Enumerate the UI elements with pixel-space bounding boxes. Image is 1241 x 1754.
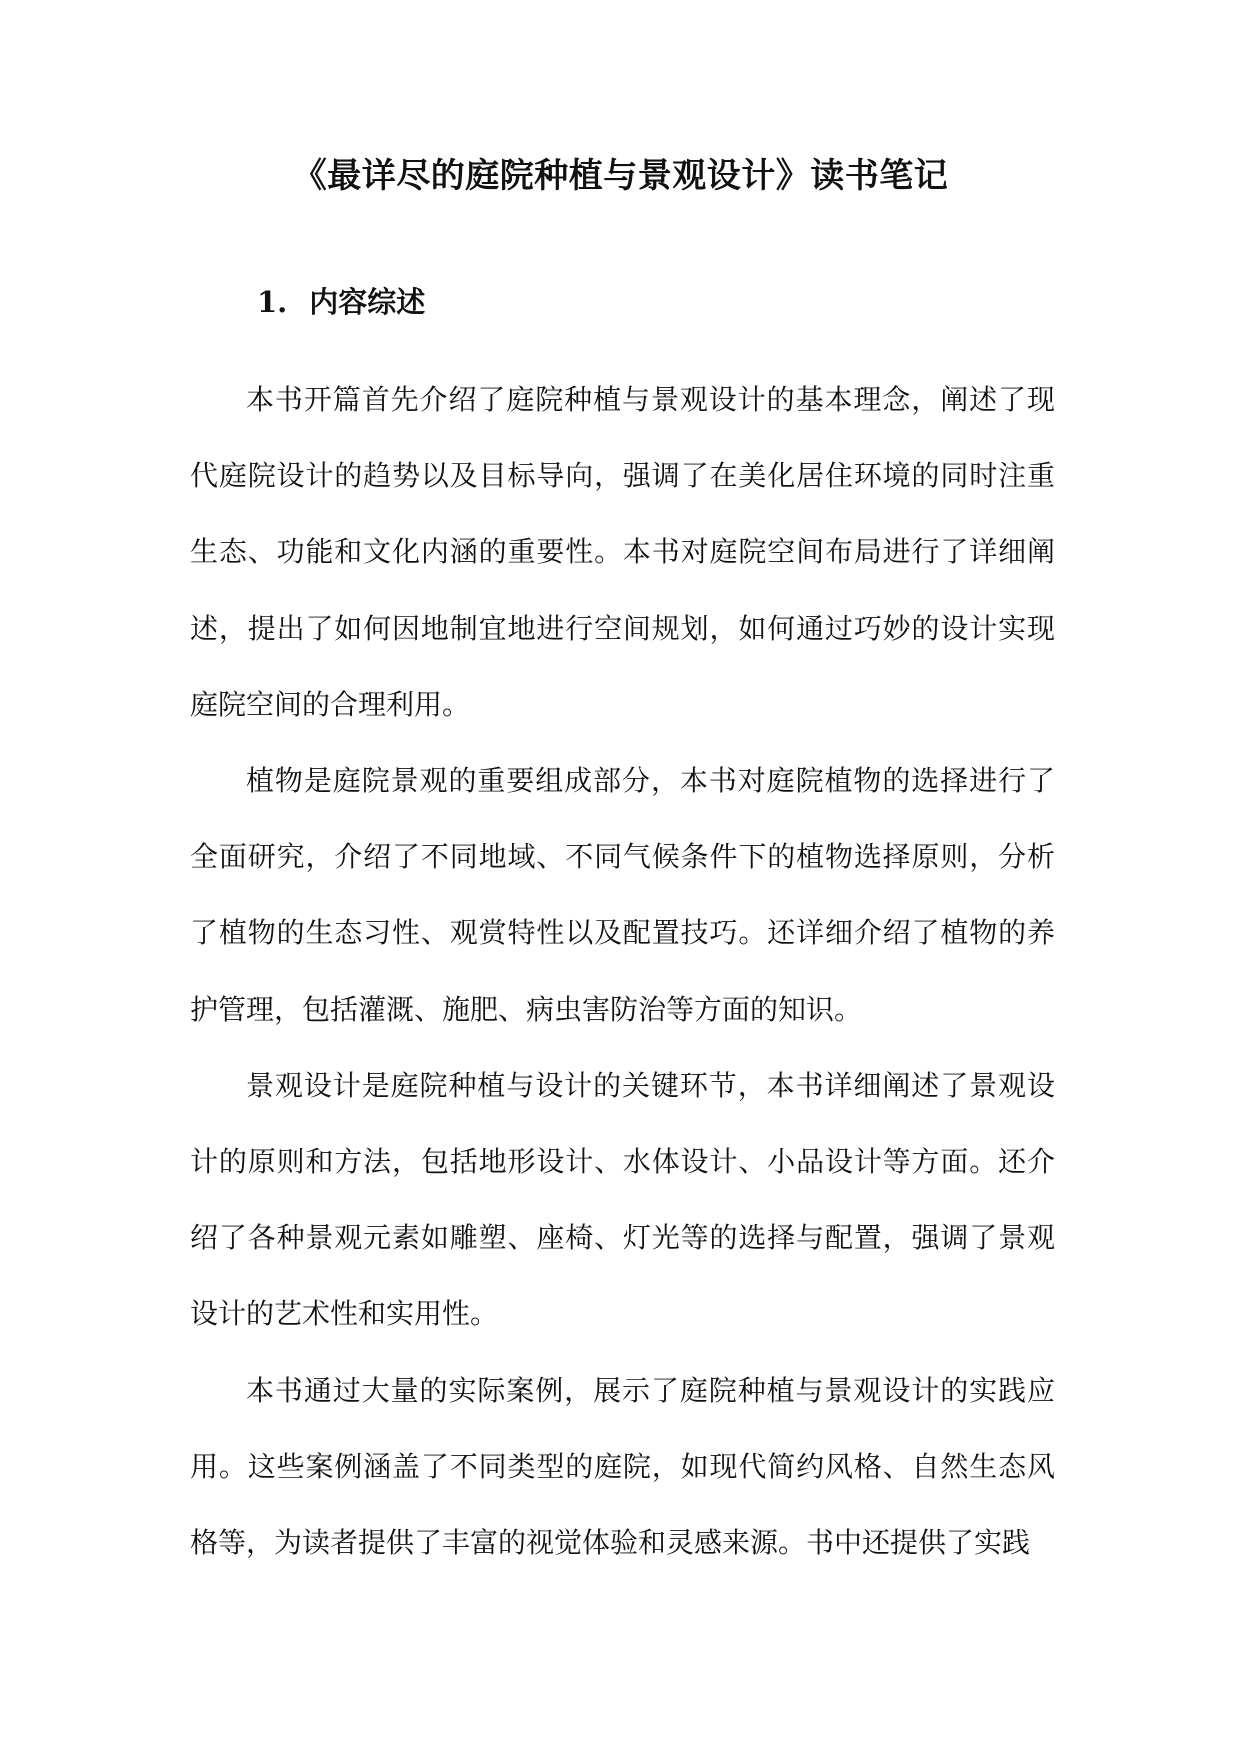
paragraph: 本书通过大量的实际案例，展示了庭院种植与景观设计的实践应用。这些案例涵盖了不同类型的庭院，如现代简约风格、自然生态风格等，为读者提供了丰富的视觉体验和灵感来源。书中还提供了实践 [190, 1373, 1055, 1560]
section-heading-text: 内容综述 [309, 285, 426, 319]
section-number: 1. [257, 285, 288, 319]
paragraph: 景观设计是庭院种植与设计的关键环节，本书详细阐述了景观设计的原则和方法，包括地形设计、水体设计、小品设计等方面。还介绍了各种景观元素如雕塑、座椅、灯光等的选择与配置，强调了景观设计的艺术性和实用性。 [190, 1068, 1055, 1331]
body-text [190, 362, 1055, 1581]
section-heading [257, 282, 425, 322]
document-title: 《最详尽的庭院种植与景观设计》读书笔记 [292, 156, 949, 196]
paragraph: 本书开篇首先介绍了庭院种植与景观设计的基本理念，阐述了现代庭院设计的趋势以及目标导向，强调了在美化居住环境的同时注重生态、功能和文化内涵的重要性。本书对庭院空间布局进行了详细阐述，提出了如何因地制宜地进行空间规划，如何通过巧妙的设计实现庭院空间的合理利用。 [190, 383, 1055, 721]
paragraph: 植物是庭院景观的重要组成部分，本书对庭院植物的选择进行了全面研究，介绍了不同地域、不同气候条件下的植物选择原则，分析了植物的生态习性、观赏特性以及配置技巧。还详细介绍了植物的养护管理，包括灌溉、施肥、病虫害防治等方面的知识。 [190, 764, 1055, 1026]
